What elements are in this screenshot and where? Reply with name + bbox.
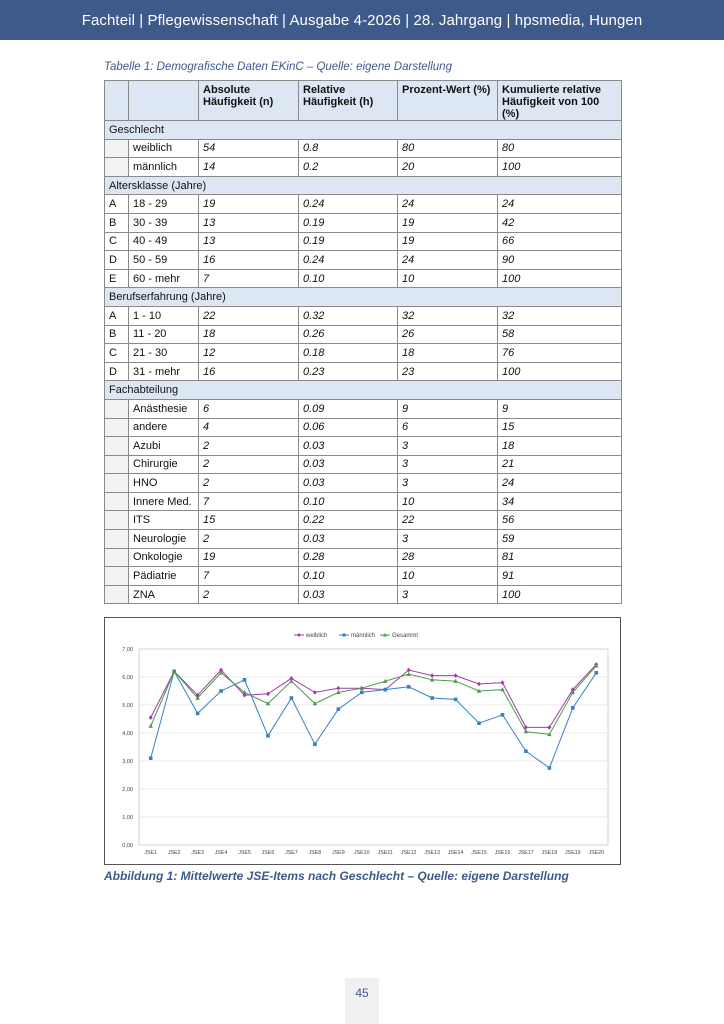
table-cell: 21 (498, 455, 622, 474)
table-cell: 0.22 (299, 511, 398, 530)
x-tick-label: JSE1 (144, 850, 158, 856)
row-label: andere (129, 418, 199, 437)
section-title: Altersklasse (Jahre) (105, 176, 622, 195)
table-cell: 0.24 (299, 251, 398, 270)
table-row (105, 251, 622, 270)
data-point (149, 756, 153, 760)
x-tick-label: JSE12 (400, 850, 417, 856)
table-cell: 14 (199, 158, 299, 177)
data-point (477, 721, 481, 725)
x-tick-label: JSE10 (353, 850, 370, 856)
data-point (524, 749, 528, 753)
table-cell: 2 (199, 530, 299, 549)
table-section-row (105, 381, 622, 400)
x-tick-label: JSE13 (424, 850, 440, 856)
x-tick-label: JSE18 (541, 850, 558, 856)
table-cell: 9 (398, 399, 498, 418)
row-code (105, 492, 129, 511)
table-section-row (105, 288, 622, 307)
x-tick-label: JSE11 (377, 850, 393, 856)
table-row (105, 455, 622, 474)
table-cell: 13 (199, 213, 299, 232)
table-row (105, 213, 622, 232)
y-tick-label: 4,00 (122, 731, 133, 737)
y-tick-label: 2,00 (122, 787, 133, 793)
table-header-cell: Relative Häufigkeit (h) (299, 81, 398, 121)
table-cell: 3 (398, 474, 498, 493)
row-label: ZNA (129, 585, 199, 604)
table-cell: 0.03 (299, 437, 398, 456)
legend-label: weiblich (306, 633, 328, 639)
table-cell: 12 (199, 344, 299, 363)
table-cell: 100 (498, 269, 622, 288)
x-tick-label: JSE15 (471, 850, 487, 856)
table-cell: 10 (398, 269, 498, 288)
table-row (105, 492, 622, 511)
data-point (196, 712, 200, 716)
table-section-row (105, 176, 622, 195)
table-cell: 13 (199, 232, 299, 251)
row-code: A (105, 306, 129, 325)
row-code: B (105, 325, 129, 344)
row-code (105, 399, 129, 418)
table-cell: 26 (398, 325, 498, 344)
row-code (105, 474, 129, 493)
row-code (105, 158, 129, 177)
row-code: E (105, 269, 129, 288)
row-label: 31 - mehr (129, 362, 199, 381)
x-tick-label: JSE7 (285, 850, 298, 856)
table-cell: 24 (498, 474, 622, 493)
table-cell: 3 (398, 530, 498, 549)
table-cell: 15 (199, 511, 299, 530)
table-cell: 3 (398, 437, 498, 456)
table-cell: 28 (398, 548, 498, 567)
table-row (105, 306, 622, 325)
table-row (105, 362, 622, 381)
table-cell: 0.10 (299, 567, 398, 586)
y-tick-label: 3,00 (122, 759, 133, 765)
table-cell: 19 (199, 548, 299, 567)
table-cell: 90 (498, 251, 622, 270)
data-point (337, 707, 341, 711)
row-label: männlich (129, 158, 199, 177)
data-point (360, 691, 364, 695)
table-row (105, 530, 622, 549)
table-cell: 76 (498, 344, 622, 363)
figure-frame (104, 617, 621, 865)
table-caption: Tabelle 1: Demografische Daten EKinC – Quelle: eigene Darstellung (104, 61, 452, 73)
table-cell: 0.10 (299, 492, 398, 511)
table-cell: 16 (199, 362, 299, 381)
table-cell: 18 (498, 437, 622, 456)
table-cell: 0.10 (299, 269, 398, 288)
table-row (105, 158, 622, 177)
table-cell: 100 (498, 362, 622, 381)
table-header-cell: Prozent-Wert (%) (398, 81, 498, 121)
row-code: C (105, 344, 129, 363)
row-code (105, 437, 129, 456)
row-label: Neurologie (129, 530, 199, 549)
table-cell: 18 (398, 344, 498, 363)
data-point (219, 689, 223, 693)
table-row (105, 585, 622, 604)
row-code (105, 511, 129, 530)
table-cell: 19 (398, 232, 498, 251)
row-label: 11 - 20 (129, 325, 199, 344)
table-cell: 20 (398, 158, 498, 177)
table-cell: 3 (398, 585, 498, 604)
row-label: 1 - 10 (129, 306, 199, 325)
x-tick-label: JSE3 (191, 850, 204, 856)
table-cell: 3 (398, 455, 498, 474)
row-label: Anästhesie (129, 399, 199, 418)
row-label: Onkologie (129, 548, 199, 567)
row-code (105, 139, 129, 158)
table-cell: 6 (199, 399, 299, 418)
table-row (105, 139, 622, 158)
table-cell: 7 (199, 492, 299, 511)
table-cell: 4 (199, 418, 299, 437)
row-code (105, 418, 129, 437)
table-cell: 6 (398, 418, 498, 437)
row-label: ITS (129, 511, 199, 530)
table-cell: 2 (199, 437, 299, 456)
table-cell: 80 (398, 139, 498, 158)
table-cell: 0.24 (299, 195, 398, 214)
row-label: Innere Med. (129, 492, 199, 511)
table-cell: 16 (199, 251, 299, 270)
table-header-cell: Absolute Häufigkeit (n) (199, 81, 299, 121)
table-cell: 0.03 (299, 455, 398, 474)
table-row (105, 474, 622, 493)
data-point (430, 696, 434, 700)
table-section-row (105, 121, 622, 140)
table-cell: 23 (398, 362, 498, 381)
table-row (105, 232, 622, 251)
data-point (454, 698, 458, 702)
table-cell: 0.2 (299, 158, 398, 177)
table-cell: 22 (199, 306, 299, 325)
table-row (105, 511, 622, 530)
row-label: 60 - mehr (129, 269, 199, 288)
page-number-box (345, 978, 379, 1024)
table-cell: 7 (199, 269, 299, 288)
table-cell: 19 (199, 195, 299, 214)
table-cell: 0.03 (299, 530, 398, 549)
table-cell: 56 (498, 511, 622, 530)
y-tick-label: 0,00 (122, 843, 133, 849)
row-label: Azubi (129, 437, 199, 456)
table-cell: 54 (199, 139, 299, 158)
x-tick-label: JSE5 (238, 850, 251, 856)
data-point (594, 671, 598, 675)
table-cell: 2 (199, 455, 299, 474)
row-label: 50 - 59 (129, 251, 199, 270)
table-cell: 0.09 (299, 399, 398, 418)
x-tick-label: JSE14 (447, 850, 464, 856)
table-cell: 0.23 (299, 362, 398, 381)
row-label: 40 - 49 (129, 232, 199, 251)
table-cell: 24 (398, 195, 498, 214)
data-point (243, 678, 247, 682)
table-cell: 100 (498, 585, 622, 604)
table-cell: 100 (498, 158, 622, 177)
page-number: 45 (355, 986, 369, 1000)
table-row (105, 195, 622, 214)
data-point (383, 688, 387, 692)
row-label: 18 - 29 (129, 195, 199, 214)
data-point (266, 734, 270, 738)
row-label: weiblich (129, 139, 199, 158)
table-cell: 0.03 (299, 585, 398, 604)
table-cell: 0.26 (299, 325, 398, 344)
data-point (407, 685, 411, 689)
y-tick-label: 5,00 (122, 703, 133, 709)
table-cell: 58 (498, 325, 622, 344)
row-code: A (105, 195, 129, 214)
legend-label: Gesammt (392, 633, 419, 639)
table-row (105, 548, 622, 567)
x-tick-label: JSE4 (214, 850, 228, 856)
x-tick-label: JSE19 (565, 850, 581, 856)
y-tick-label: 6,00 (122, 675, 133, 681)
section-title: Geschlecht (105, 121, 622, 140)
legend-label: männlich (351, 633, 376, 639)
table-row (105, 399, 622, 418)
row-code: D (105, 251, 129, 270)
y-tick-label: 1,00 (122, 815, 133, 821)
table-cell: 34 (498, 492, 622, 511)
x-tick-label: JSE20 (588, 850, 605, 856)
table-cell: 81 (498, 548, 622, 567)
row-code (105, 567, 129, 586)
legend-marker (343, 634, 346, 637)
table-cell: 0.19 (299, 213, 398, 232)
x-tick-label: JSE2 (167, 850, 181, 856)
row-label: 21 - 30 (129, 344, 199, 363)
table-cell: 66 (498, 232, 622, 251)
row-code (105, 585, 129, 604)
table-cell: 42 (498, 213, 622, 232)
x-tick-label: JSE16 (494, 850, 511, 856)
row-label: Chirurgie (129, 455, 199, 474)
data-point (548, 766, 552, 770)
table-cell: 0.28 (299, 548, 398, 567)
table-row (105, 269, 622, 288)
row-code: C (105, 232, 129, 251)
section-title: Berufserfahrung (Jahre) (105, 288, 622, 307)
data-point (571, 706, 575, 710)
row-code: B (105, 213, 129, 232)
table-row (105, 437, 622, 456)
row-code: D (105, 362, 129, 381)
running-header (0, 0, 724, 40)
table-row (105, 418, 622, 437)
table-cell: 0.03 (299, 474, 398, 493)
table-cell: 2 (199, 585, 299, 604)
row-label: HNO (129, 474, 199, 493)
row-label: 30 - 39 (129, 213, 199, 232)
table-cell: 0.18 (299, 344, 398, 363)
x-tick-label: JSE9 (331, 850, 345, 856)
running-header-title: Fachteil | Pflegewissenschaft | Ausgabe 4-2026 | 28. Jahrgang | hpsmedia, Hungen (81, 11, 643, 29)
table-row (105, 344, 622, 363)
data-point (290, 696, 294, 700)
table-cell: 80 (498, 139, 622, 158)
demographics-table (104, 80, 622, 604)
table-row (105, 325, 622, 344)
table-header-cell (105, 81, 129, 121)
table-cell: 19 (398, 213, 498, 232)
table-cell: 9 (498, 399, 622, 418)
table-row (105, 567, 622, 586)
table-cell: 24 (498, 195, 622, 214)
table-cell: 59 (498, 530, 622, 549)
y-tick-label: 7,00 (122, 647, 133, 653)
section-title: Fachabteilung (105, 381, 622, 400)
table-cell: 15 (498, 418, 622, 437)
row-code (105, 455, 129, 474)
table-cell: 91 (498, 567, 622, 586)
table-cell: 32 (498, 306, 622, 325)
table-header-cell (129, 81, 199, 121)
row-code (105, 530, 129, 549)
x-tick-label: JSE8 (308, 850, 322, 856)
table-cell: 0.32 (299, 306, 398, 325)
table-cell: 32 (398, 306, 498, 325)
figure-caption: Abbildung 1: Mittelwerte JSE-Items nach Geschlecht – Quelle: eigene Darstellung (104, 869, 569, 883)
table-cell: 0.19 (299, 232, 398, 251)
plot-area (139, 649, 608, 845)
legend-marker (297, 633, 301, 637)
table-cell: 10 (398, 492, 498, 511)
table-cell: 7 (199, 567, 299, 586)
data-point (313, 742, 317, 746)
x-tick-label: JSE6 (261, 850, 275, 856)
line-chart (105, 618, 620, 864)
table-cell: 24 (398, 251, 498, 270)
row-code (105, 548, 129, 567)
table-cell: 10 (398, 567, 498, 586)
table-cell: 2 (199, 474, 299, 493)
x-tick-label: JSE17 (518, 850, 534, 856)
table-header-row (105, 81, 622, 121)
row-label: Pädiatrie (129, 567, 199, 586)
table-cell: 0.06 (299, 418, 398, 437)
data-point (501, 713, 505, 717)
table-header-cell: Kumulierte relative Häufigkeit von 100 (%) (498, 81, 622, 121)
table-cell: 18 (199, 325, 299, 344)
table-cell: 22 (398, 511, 498, 530)
table-cell: 0.8 (299, 139, 398, 158)
